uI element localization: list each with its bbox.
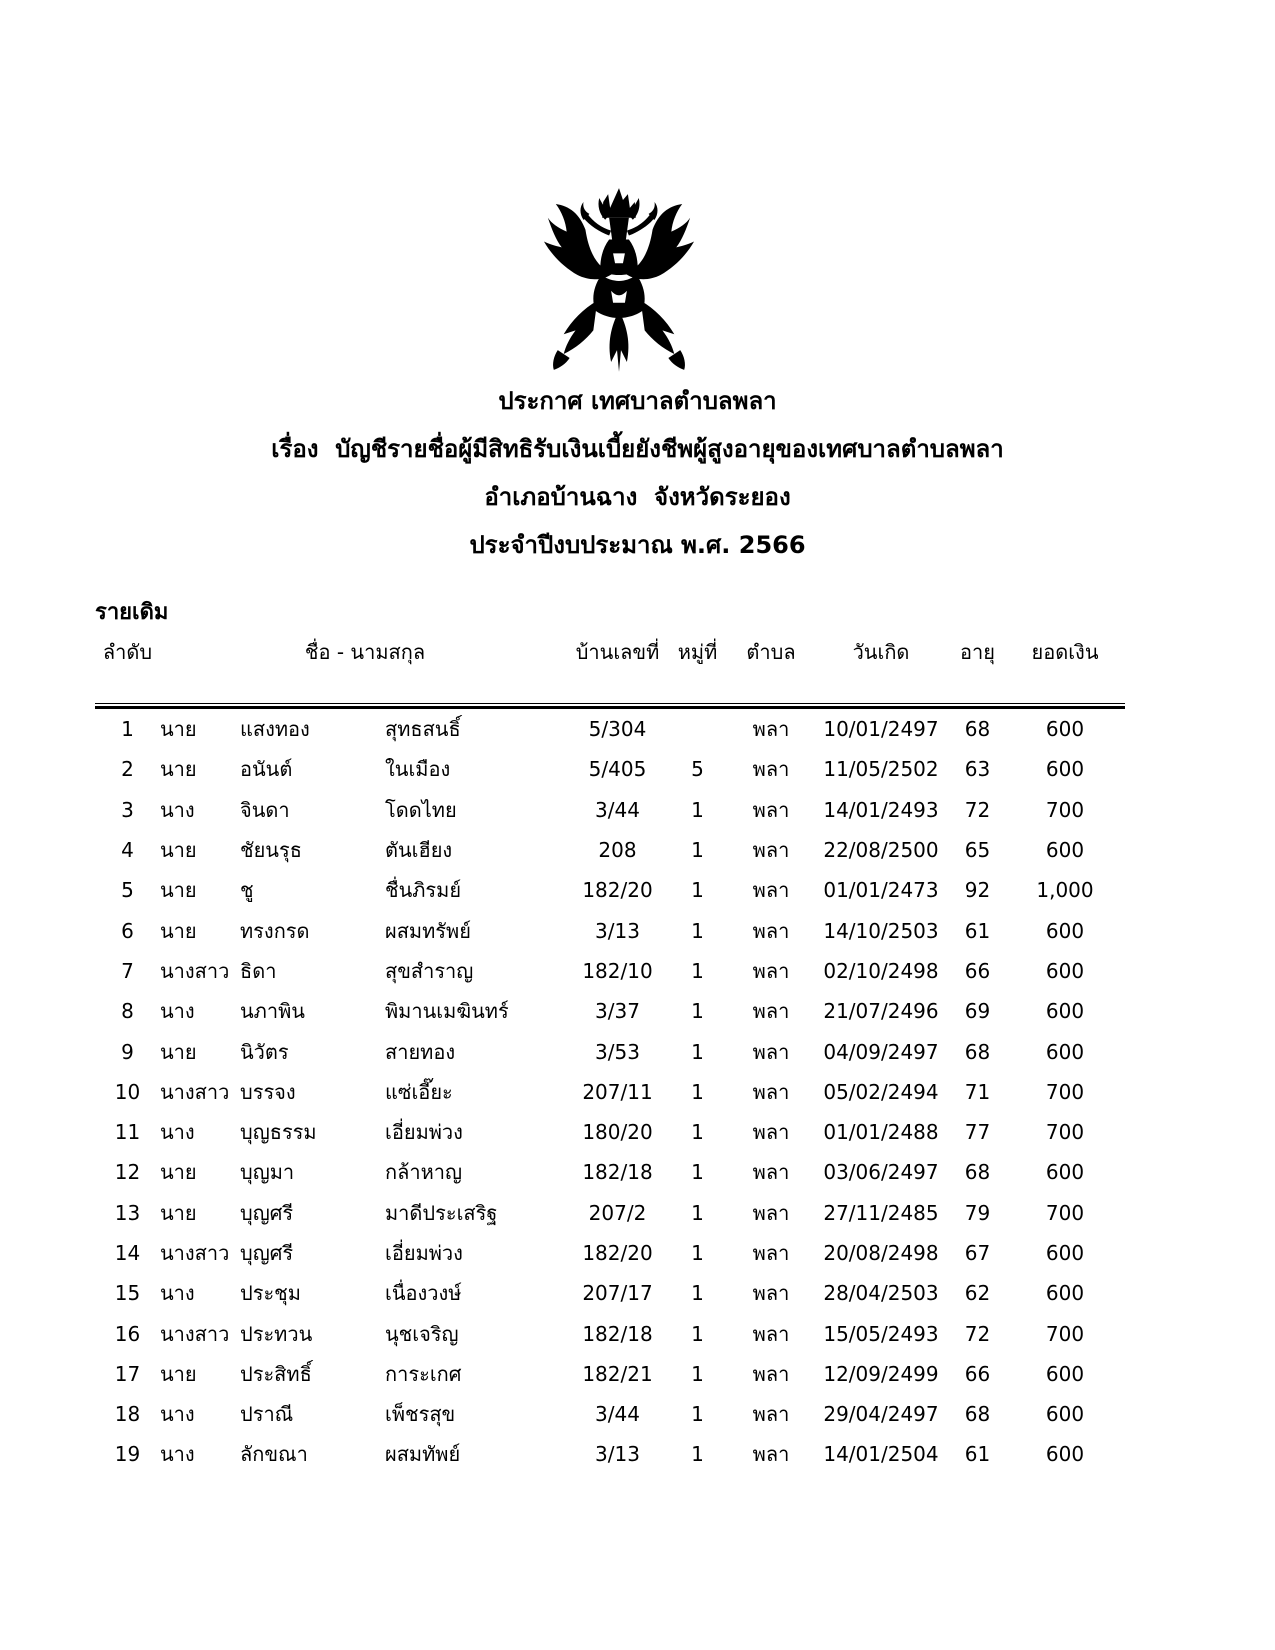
table-row bbox=[95, 790, 1125, 830]
cell-last: สุทธสนธิ์ bbox=[385, 717, 461, 742]
cell-age: 63 bbox=[964, 757, 991, 782]
cell-amount: 600 bbox=[1045, 1402, 1085, 1427]
cell-house: 207/2 bbox=[588, 1200, 647, 1225]
cell-age: 61 bbox=[964, 918, 991, 943]
cell-last: มาดีประเสริฐ bbox=[385, 1200, 498, 1225]
cell-tambon: พลา bbox=[752, 1241, 790, 1265]
cell-birth: 02/10/2498 bbox=[823, 958, 939, 983]
cell-title: นาย bbox=[160, 757, 197, 782]
cell-house: 3/53 bbox=[595, 1039, 640, 1064]
cell-first: ชู bbox=[240, 878, 254, 903]
table-row bbox=[95, 1152, 1125, 1192]
cell-last: นุชเจริญ bbox=[385, 1321, 459, 1346]
cell-age: 68 bbox=[964, 717, 991, 742]
cell-amount: 600 bbox=[1045, 1361, 1085, 1386]
pension-table bbox=[95, 632, 1125, 1475]
cell-first: ประทวน bbox=[240, 1321, 313, 1346]
cell-title: นางสาว bbox=[160, 1241, 230, 1265]
cell-birth: 14/10/2503 bbox=[823, 918, 939, 943]
cell-birth: 01/01/2488 bbox=[823, 1120, 939, 1145]
cell-no: 18 bbox=[114, 1402, 141, 1427]
cell-first: นิวัตร bbox=[240, 1039, 289, 1064]
title-fiscal-year: ประจำปีงบประมาณ พ.ศ. 2566 bbox=[469, 531, 806, 559]
cell-age: 65 bbox=[964, 838, 991, 863]
cell-no: 1 bbox=[121, 717, 134, 742]
table-row bbox=[95, 749, 1125, 789]
cell-last: แซ่เอี๊ยะ bbox=[385, 1079, 453, 1104]
cell-first: ทรงกรด bbox=[240, 918, 310, 943]
cell-age: 62 bbox=[964, 1281, 991, 1306]
cell-title: นาง bbox=[160, 1402, 195, 1427]
cell-last: การะเกศ bbox=[385, 1361, 462, 1386]
table-row bbox=[95, 1112, 1125, 1152]
cell-first: ธิดา bbox=[240, 958, 277, 983]
cell-age: 61 bbox=[964, 1442, 991, 1467]
cell-tambon: พลา bbox=[752, 878, 790, 903]
garuda-emblem-icon bbox=[540, 183, 698, 375]
cell-age: 66 bbox=[964, 958, 991, 983]
cell-last: ผสมทัพย์ bbox=[385, 1442, 461, 1467]
col-header-name: ชื่อ - นามสกุล bbox=[304, 640, 426, 664]
cell-birth: 20/08/2498 bbox=[823, 1241, 939, 1265]
cell-first: บุญมา bbox=[240, 1160, 295, 1185]
cell-first: ปราณี bbox=[240, 1402, 294, 1427]
cell-title: นาง bbox=[160, 1281, 195, 1306]
cell-moo: 1 bbox=[691, 838, 704, 863]
table-row bbox=[95, 991, 1125, 1031]
cell-house: 182/18 bbox=[582, 1321, 653, 1346]
cell-first: อนันต์ bbox=[240, 757, 293, 782]
cell-last: พิมานเมฆินทร์ bbox=[385, 999, 509, 1024]
cell-house: 207/17 bbox=[582, 1281, 653, 1306]
cell-birth: 11/05/2502 bbox=[823, 757, 939, 782]
cell-title: นาย bbox=[160, 878, 197, 903]
cell-last: ตันเฮียง bbox=[385, 838, 453, 863]
cell-amount: 1,000 bbox=[1036, 878, 1094, 903]
cell-first: นภาพิน bbox=[240, 999, 305, 1024]
cell-moo: 1 bbox=[691, 1281, 704, 1306]
cell-age: 77 bbox=[964, 1120, 991, 1145]
cell-house: 207/11 bbox=[582, 1079, 653, 1104]
cell-tambon: พลา bbox=[752, 1120, 790, 1145]
col-header-amount: ยอดเงิน bbox=[1031, 640, 1099, 664]
cell-no: 16 bbox=[114, 1321, 141, 1346]
cell-age: 71 bbox=[964, 1079, 991, 1104]
cell-last: เอี่ยมพ่วง bbox=[385, 1120, 463, 1145]
table-header-row bbox=[95, 632, 1125, 672]
cell-house: 182/21 bbox=[582, 1361, 653, 1386]
cell-amount: 600 bbox=[1045, 1442, 1085, 1467]
cell-age: 79 bbox=[964, 1200, 991, 1225]
cell-tambon: พลา bbox=[752, 717, 790, 742]
cell-birth: 15/05/2493 bbox=[823, 1321, 939, 1346]
cell-no: 19 bbox=[114, 1442, 141, 1467]
cell-amount: 700 bbox=[1045, 1200, 1085, 1225]
cell-moo: 1 bbox=[691, 958, 704, 983]
cell-moo: 1 bbox=[691, 1402, 704, 1427]
cell-moo: 1 bbox=[691, 878, 704, 903]
cell-no: 8 bbox=[121, 999, 134, 1024]
cell-first: บุญศรี bbox=[240, 1200, 294, 1225]
cell-moo: 1 bbox=[691, 1039, 704, 1064]
cell-house: 182/20 bbox=[582, 1241, 653, 1265]
cell-no: 2 bbox=[121, 757, 134, 782]
cell-last: เอี่ยมพ่วง bbox=[385, 1241, 463, 1265]
col-header-birthdate: วันเกิด bbox=[852, 640, 910, 664]
cell-title: นาย bbox=[160, 1361, 197, 1386]
table-row bbox=[95, 1434, 1125, 1474]
document-header bbox=[0, 377, 1275, 569]
cell-moo: 1 bbox=[691, 1361, 704, 1386]
cell-no: 9 bbox=[121, 1039, 134, 1064]
cell-tambon: พลา bbox=[752, 999, 790, 1024]
cell-no: 14 bbox=[114, 1241, 141, 1265]
cell-moo: 1 bbox=[691, 1160, 704, 1185]
cell-age: 68 bbox=[964, 1039, 991, 1064]
cell-no: 15 bbox=[114, 1281, 141, 1306]
cell-birth: 05/02/2494 bbox=[823, 1079, 939, 1104]
table-row bbox=[95, 1354, 1125, 1394]
table-row bbox=[95, 910, 1125, 950]
cell-amount: 600 bbox=[1045, 1039, 1085, 1064]
cell-amount: 600 bbox=[1045, 838, 1085, 863]
cell-title: นาย bbox=[160, 918, 197, 943]
cell-amount: 600 bbox=[1045, 717, 1085, 742]
cell-first: บุญศรี bbox=[240, 1241, 294, 1265]
cell-last: เพ็ชรสุข bbox=[385, 1402, 456, 1427]
cell-first: ลักขณา bbox=[240, 1442, 308, 1467]
cell-birth: 14/01/2493 bbox=[823, 797, 939, 822]
cell-last: กล้าหาญ bbox=[385, 1160, 463, 1185]
cell-moo: 5 bbox=[691, 757, 704, 782]
cell-title: นาง bbox=[160, 999, 195, 1024]
cell-age: 66 bbox=[964, 1361, 991, 1386]
cell-age: 72 bbox=[964, 1321, 991, 1346]
cell-tambon: พลา bbox=[752, 1039, 790, 1064]
cell-title: นางสาว bbox=[160, 1321, 230, 1346]
cell-age: 72 bbox=[964, 797, 991, 822]
cell-house: 3/13 bbox=[595, 1442, 640, 1467]
cell-birth: 10/01/2497 bbox=[823, 717, 939, 742]
cell-birth: 27/11/2485 bbox=[823, 1200, 939, 1225]
cell-moo: 1 bbox=[691, 1120, 704, 1145]
cell-amount: 600 bbox=[1045, 1241, 1085, 1265]
cell-no: 3 bbox=[121, 797, 134, 822]
cell-amount: 600 bbox=[1045, 1281, 1085, 1306]
table-row bbox=[95, 1193, 1125, 1233]
cell-moo: 1 bbox=[691, 918, 704, 943]
cell-title: นาย bbox=[160, 838, 197, 863]
cell-first: จินดา bbox=[240, 797, 290, 822]
col-header-age: อายุ bbox=[960, 640, 995, 664]
title-announcement: ประกาศ เทศบาลตำบลพลา bbox=[498, 387, 777, 415]
cell-amount: 600 bbox=[1045, 918, 1085, 943]
cell-title: นาย bbox=[160, 1200, 197, 1225]
cell-amount: 600 bbox=[1045, 958, 1085, 983]
col-header-no: ลำดับ bbox=[102, 640, 153, 664]
cell-no: 5 bbox=[121, 878, 134, 903]
cell-house: 3/37 bbox=[595, 999, 640, 1024]
cell-amount: 700 bbox=[1045, 797, 1085, 822]
table-row bbox=[95, 1273, 1125, 1313]
cell-age: 68 bbox=[964, 1160, 991, 1185]
cell-amount: 600 bbox=[1045, 999, 1085, 1024]
table-row bbox=[95, 1313, 1125, 1353]
cell-title: นาง bbox=[160, 1120, 195, 1145]
cell-first: ชัยนรุธ bbox=[240, 838, 302, 863]
cell-birth: 04/09/2497 bbox=[823, 1039, 939, 1064]
cell-first: แสงทอง bbox=[240, 717, 310, 742]
cell-tambon: พลา bbox=[752, 1200, 790, 1225]
cell-house: 182/10 bbox=[582, 958, 653, 983]
cell-first: ประสิทธิ์ bbox=[240, 1361, 312, 1386]
cell-age: 92 bbox=[964, 878, 991, 903]
title-subject: เรื่อง บัญชีรายชื่อผู้มีสิทธิรับเงินเบี้ยยังชีพผู้สูงอายุของเทศบาลตำบลพลา bbox=[271, 435, 1004, 463]
cell-amount: 600 bbox=[1045, 1160, 1085, 1185]
table-row bbox=[95, 870, 1125, 910]
cell-house: 180/20 bbox=[582, 1120, 653, 1145]
cell-house: 182/20 bbox=[582, 878, 653, 903]
cell-birth: 14/01/2504 bbox=[823, 1442, 939, 1467]
cell-last: ชื่นภิรมย์ bbox=[385, 878, 462, 903]
cell-no: 7 bbox=[121, 958, 134, 983]
cell-amount: 700 bbox=[1045, 1079, 1085, 1104]
cell-age: 67 bbox=[964, 1241, 991, 1265]
cell-title: นาย bbox=[160, 1160, 197, 1185]
cell-title: นางสาว bbox=[160, 958, 230, 983]
section-label: รายเดิม bbox=[95, 600, 169, 625]
col-header-tambon: ตำบล bbox=[746, 640, 796, 664]
cell-tambon: พลา bbox=[752, 757, 790, 782]
cell-no: 11 bbox=[114, 1120, 141, 1145]
cell-title: นาย bbox=[160, 1039, 197, 1064]
table-row bbox=[95, 1233, 1125, 1273]
cell-house: 3/44 bbox=[595, 1402, 640, 1427]
cell-tambon: พลา bbox=[752, 1160, 790, 1185]
cell-moo: 1 bbox=[691, 1442, 704, 1467]
cell-no: 10 bbox=[114, 1079, 141, 1104]
cell-first: บรรจง bbox=[240, 1079, 296, 1104]
table-row bbox=[95, 830, 1125, 870]
cell-tambon: พลา bbox=[752, 1442, 790, 1467]
table-row bbox=[95, 1031, 1125, 1071]
cell-last: โดดไทย bbox=[385, 797, 457, 822]
cell-tambon: พลา bbox=[752, 1321, 790, 1346]
table-row bbox=[95, 709, 1125, 749]
cell-birth: 01/01/2473 bbox=[823, 878, 939, 903]
cell-amount: 700 bbox=[1045, 1120, 1085, 1145]
cell-no: 6 bbox=[121, 918, 134, 943]
cell-no: 4 bbox=[121, 838, 134, 863]
cell-birth: 12/09/2499 bbox=[823, 1361, 939, 1386]
cell-house: 5/405 bbox=[588, 757, 647, 782]
cell-moo: 1 bbox=[691, 1079, 704, 1104]
col-header-house-no: บ้านเลขที่ bbox=[575, 640, 660, 664]
cell-last: ผสมทรัพย์ bbox=[385, 918, 471, 943]
cell-title: นาง bbox=[160, 1442, 195, 1467]
table-body bbox=[95, 709, 1125, 1475]
col-header-moo: หมู่ที่ bbox=[677, 640, 718, 664]
cell-tambon: พลา bbox=[752, 838, 790, 863]
cell-birth: 21/07/2496 bbox=[823, 999, 939, 1024]
cell-house: 182/18 bbox=[582, 1160, 653, 1185]
cell-house: 208 bbox=[598, 838, 637, 863]
cell-age: 69 bbox=[964, 999, 991, 1024]
cell-moo: 1 bbox=[691, 1241, 704, 1265]
cell-house: 3/13 bbox=[595, 918, 640, 943]
cell-tambon: พลา bbox=[752, 797, 790, 822]
cell-tambon: พลา bbox=[752, 918, 790, 943]
cell-last: เนื่องวงษ์ bbox=[385, 1281, 462, 1306]
cell-moo: 1 bbox=[691, 999, 704, 1024]
cell-tambon: พลา bbox=[752, 1281, 790, 1306]
cell-title: นาย bbox=[160, 717, 197, 742]
cell-birth: 28/04/2503 bbox=[823, 1281, 939, 1306]
table-row bbox=[95, 1394, 1125, 1434]
cell-house: 3/44 bbox=[595, 797, 640, 822]
cell-amount: 600 bbox=[1045, 757, 1085, 782]
cell-no: 13 bbox=[114, 1200, 141, 1225]
cell-tambon: พลา bbox=[752, 1079, 790, 1104]
cell-moo: 1 bbox=[691, 1321, 704, 1346]
cell-age: 68 bbox=[964, 1402, 991, 1427]
cell-first: บุญธรรม bbox=[240, 1120, 317, 1145]
cell-birth: 22/08/2500 bbox=[823, 838, 939, 863]
cell-birth: 29/04/2497 bbox=[823, 1402, 939, 1427]
cell-moo: 1 bbox=[691, 1200, 704, 1225]
title-district-province: อำเภอบ้านฉาง จังหวัดระยอง bbox=[484, 483, 791, 511]
table-row bbox=[95, 1072, 1125, 1112]
cell-no: 17 bbox=[114, 1361, 141, 1386]
cell-tambon: พลา bbox=[752, 958, 790, 983]
cell-house: 5/304 bbox=[588, 717, 647, 742]
cell-no: 12 bbox=[114, 1160, 141, 1185]
cell-title: นาง bbox=[160, 797, 195, 822]
cell-last: สุขสำราญ bbox=[385, 958, 474, 983]
cell-tambon: พลา bbox=[752, 1402, 790, 1427]
cell-amount: 700 bbox=[1045, 1321, 1085, 1346]
table-row bbox=[95, 951, 1125, 991]
cell-birth: 03/06/2497 bbox=[823, 1160, 939, 1185]
cell-last: ในเมือง bbox=[385, 757, 451, 782]
cell-first: ประชุม bbox=[240, 1281, 301, 1306]
cell-tambon: พลา bbox=[752, 1361, 790, 1386]
cell-title: นางสาว bbox=[160, 1079, 230, 1104]
cell-moo: 1 bbox=[691, 797, 704, 822]
cell-last: สายทอง bbox=[385, 1039, 456, 1064]
